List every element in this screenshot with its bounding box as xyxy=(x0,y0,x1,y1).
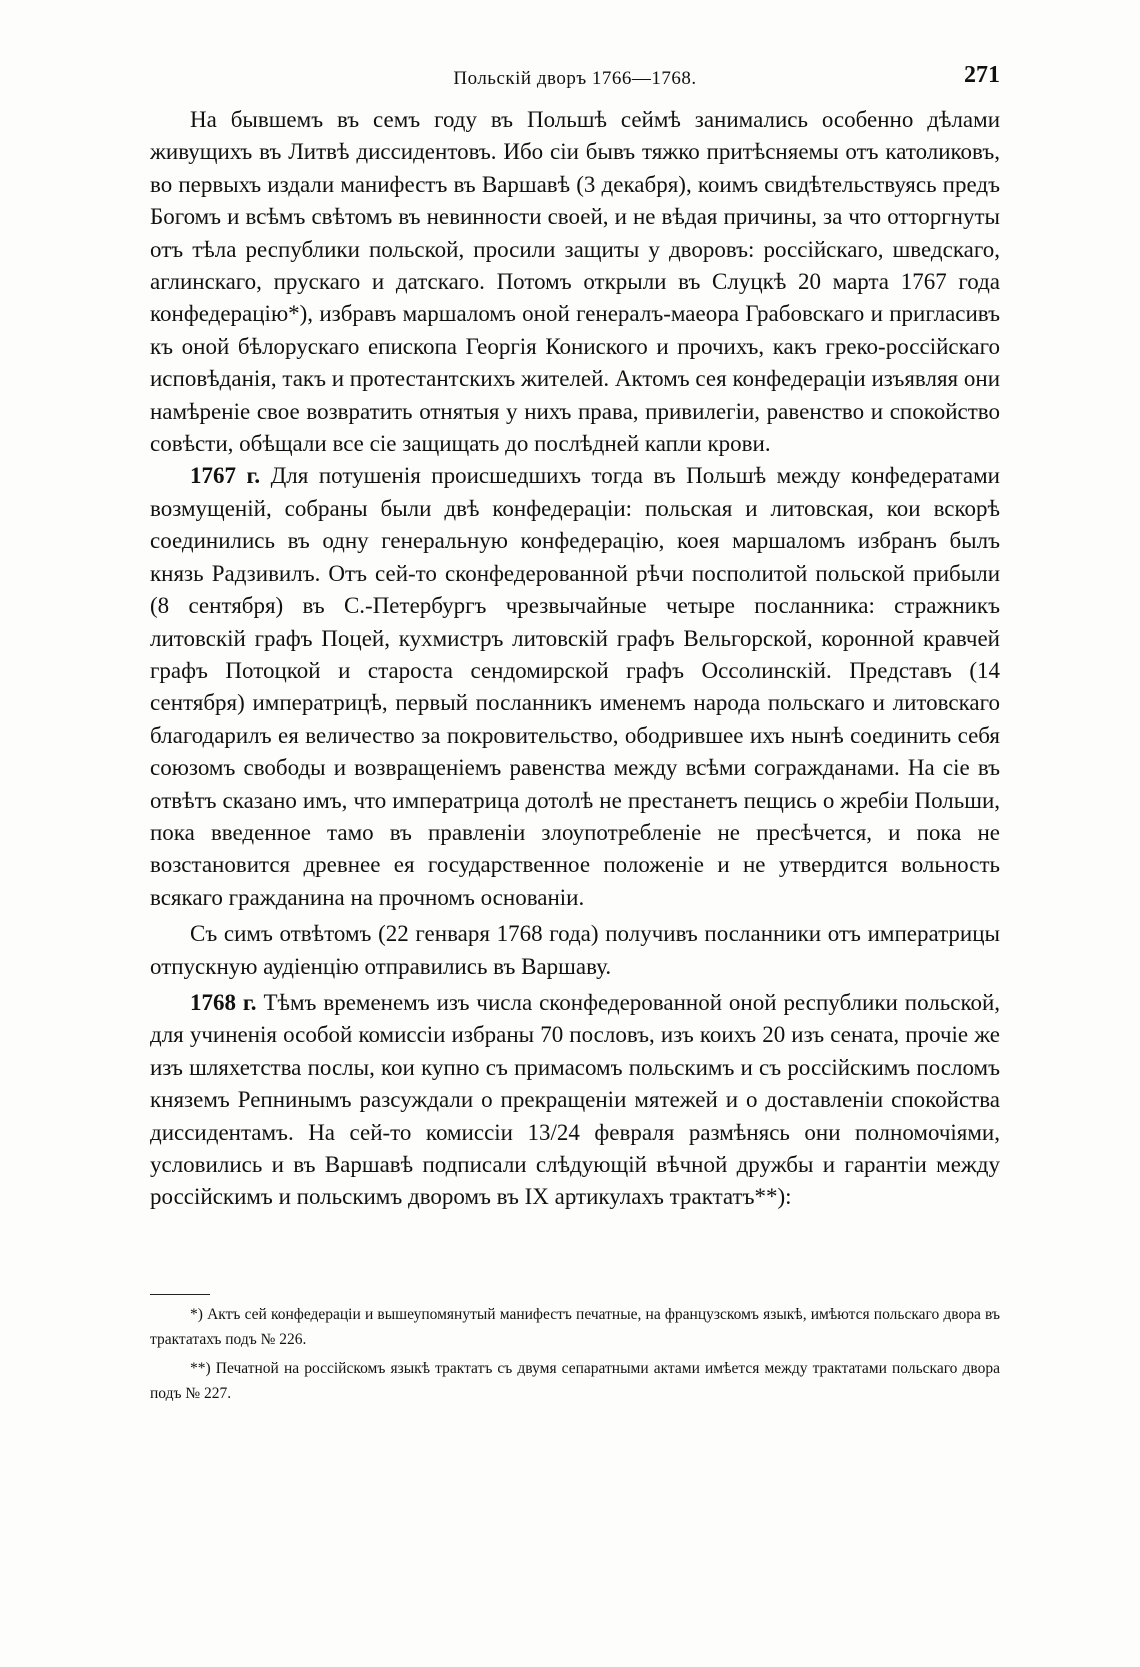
paragraph-1767 xyxy=(150,460,1000,914)
page-number: 271 xyxy=(964,62,1000,88)
page-header xyxy=(150,62,1000,102)
paragraph: Съ симъ отвѣтомъ (22 генваря 1768 года) получивъ посланники отъ императрицы отпускную аудіенцію отправились въ Варшаву. xyxy=(150,921,1000,979)
main-text xyxy=(150,104,1000,1214)
running-title: Польскій дворъ 1766—1768. xyxy=(453,68,697,89)
year-marker: 1767 г. xyxy=(190,463,261,489)
paragraph-text: Тѣмъ временемъ изъ числа сконфедерованной оной республики польской, для учиненія особой комиссіи избраны 70 пословъ, изъ коихъ 20 изъ сената, прочіе же изъ шляхетства послы, кои купно съ примасомъ польскимъ и съ россійскимъ посломъ княземъ Репнинымъ разсуждали о прекращеніи мятежей и о доставленіи спокойства диссидентамъ. На сей-то комиссіи 13/24 февраля размѣнясь они полномочіями, условились и въ Варшавѣ подписали слѣдующій вѣчной дружбы и гарантіи между россійскимъ и польскимъ дворомъ въ IX артикулахъ трактатъ**): xyxy=(150,989,1001,1210)
year-marker: 1768 г. xyxy=(190,989,257,1015)
footnote: **) Печатной на россійскомъ языкѣ трактатъ съ двумя сепаратными актами имѣется между трактатами польскаго двора подъ № 227. xyxy=(150,1360,1000,1402)
paragraph-text: Для потушенія происшедшихъ тогда въ Польшѣ между конфедератами возмущеній, собраны были двѣ конфедераціи: польская и литовская, кои вскорѣ соединились въ одну генеральную конфедерацію, коея маршаломъ избранъ былъ князь Радзивилъ. Отъ сей-то сконфедерованной рѣчи посполитой польской прибыли (8 сентября) въ С.-Петербургъ чрезвычайные четыре посланника: стражникъ литовскій графъ Поцей, кухмистръ литовскій графъ Вельгорской, коронной кравчей графъ Потоцкой и староста сендомирской графъ Оссолинскій. Представъ (14 сентября) императрицѣ, первый посланникъ именемъ народа польскаго и литовскаго благодарилъ ея величество за покровительство, ободрившее ихъ нынѣ соединить себя союзомъ свободы и возвращеніемъ равенства между всѣми согражданами. На сіе въ отвѣтъ сказано имъ, что императрица дотолѣ не престанетъ пещись о жребіи Польши, пока введенное тамо въ правленіи злоупотребленіе не пресѣчется, и пока не возстановится древнее ея государственное положеніе и не утвердится вольность всякаго гражданина на прочномъ основаніи. xyxy=(150,463,1000,910)
paragraph: На бывшемъ въ семъ году въ Польшѣ сеймѣ занимались особенно дѣлами живущихъ въ Литвѣ диссидентовъ. Ибо сіи бывъ тяжко притѣсняемы отъ католиковъ, во первыхъ издали манифестъ въ Варшавѣ (3 декабря), коимъ свидѣтельствуясь предъ Богомъ и всѣмъ свѣтомъ въ невинности своей, и не вѣдая причины, за что отторгнуты отъ тѣла республики польской, просили защиты у дворовъ: россійскаго, шведскаго, аглинскаго, прускаго и датскаго. Потомъ открыли въ Слуцкѣ 20 марта 1767 года конфедерацію*), избравъ маршаломъ оной генералъ-маеора Грабовскаго и пригласивъ къ оной бѣлорускаго епископа Георгія Кониского и прочихъ, какъ греко-россійскаго исповѣданія, такъ и протестантскихъ жителей. Актомъ сея конфедераціи изъявляя они намѣреніе свое возвратить отнятыя у нихъ права, привилегіи, равенство и спокойство совѣсти, обѣщали все сіе защищать до послѣдней капли крови. xyxy=(150,107,1000,457)
footnote: *) Актъ сей конфедераціи и вышеупомянутый манифестъ печатные, на французскомъ языкѣ, имѣются польскаго двора въ трактатахъ подъ № 226. xyxy=(150,1306,1000,1348)
paragraph-1768 xyxy=(150,987,1000,1214)
footnote-rule xyxy=(150,1294,210,1295)
footnotes xyxy=(150,1302,1000,1406)
